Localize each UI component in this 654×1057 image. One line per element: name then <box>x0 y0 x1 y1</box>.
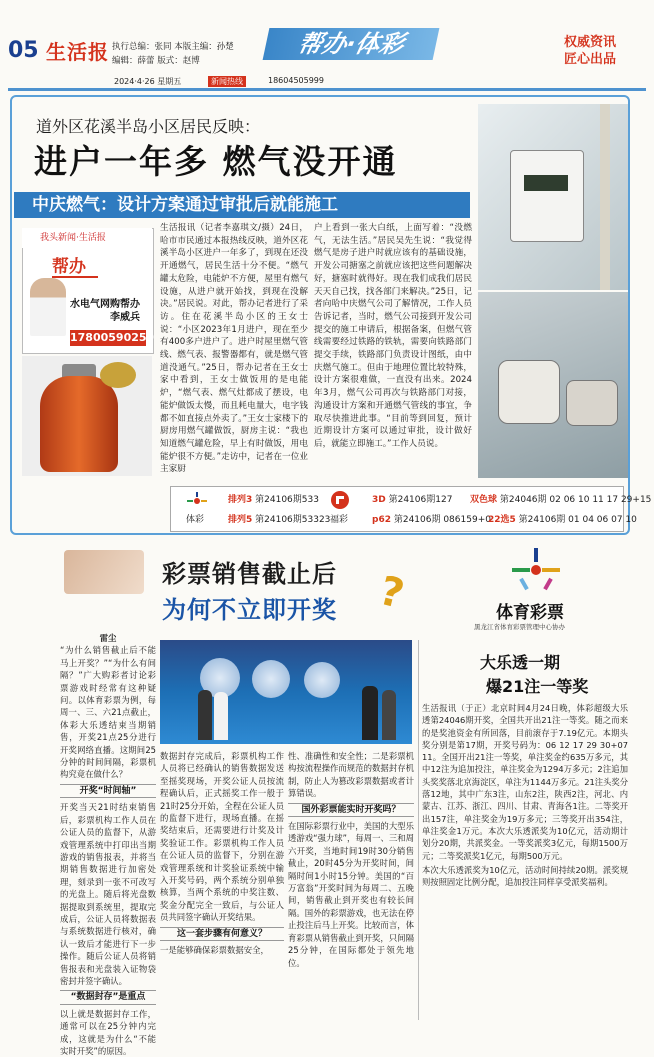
draw-machine-3 <box>304 662 340 698</box>
col1-text3: 以上就是数据封存工作，通常可以在25分钟内完成，这就是为什么“不能实时开奖”的原因。 <box>60 1008 156 1056</box>
lottery-right-brand: 福彩 <box>330 515 349 525</box>
lottery-p3-text: 第24106期533 <box>255 495 319 505</box>
col1-text: “为什么销售截止后不能马上开奖？”“为什么有间隔？”广大购彩者讨论彩票游戏时经常有这种疑问。以体育彩票为例，每周一、三、六21点截止，体彩大乐透结束当期销售，开奖21点25分进行开奖网络直播。这期间25分钟的时间间隔，彩票机构究竟在做什么？ <box>60 645 156 780</box>
lead-column-right: 户上看到一张大白纸，上面写着：“没燃气，无法生活。”居民吴先生说：“我觉得燃气是房子进户时就应该有的基础设施，开发公司搪塞之前就应该把这些问题解决好，搪塞时就得好。现在我们成我们居民天天自己找，找各部门来解决。”25日，记者向哈中庆燃气公司了解情况，工作人员告诉记者，当时，燃气公司接到开发公司提交的施工申请后，根据备案，但燃气管线需要经过铁路的铁轨，需要向铁路部门提交手续，铁路部门负责设计图纸，由中庆燃气施工。但由于地理位置比较特殊，设计方案很难做，一直没有出来。2024年3月，燃气公司再次与铁路部门对接，沟通设计方案和开通燃气管线的事宜，争取尽快推进此事。“目前等到回复，预计近期设计方案可以通过审批，设计做好后，就能立即施工。”工作人员说。 <box>314 223 472 449</box>
lottery-3d <box>372 492 452 505</box>
draw-machine-2 <box>252 660 290 698</box>
gas-pipe-shape <box>600 104 610 290</box>
lottery-3d-name: 3D <box>372 495 386 505</box>
col2-box-head: 这一套步骤有何意义？ <box>160 927 284 941</box>
col2-text: 数据封存完成后，彩票机构工作人员将已经确认的销售数据发送至摇奖现场，开奖公证人员按流程确认后，正式摇奖工作一般于21时25分开始，全程在公证人员的监督下进行，现场直播。在摇奖结束后，还需要进行计奖及计奖验证工作。彩票机构工作人员在公证人员的监督下，分别在游戏管理系统和计奖验证系统中输入开奖号码，两个系统分别单独核算，当两个系统的中奖注数、奖金分配完全一致后，与公证人员共同签字确认开奖结果。 <box>160 751 284 923</box>
right-headline-line1: 大乐透一期 <box>480 653 561 672</box>
credits <box>112 40 234 68</box>
col2-text2: 一是能够确保彩票数据安全， <box>160 945 269 956</box>
question-mark: ? <box>374 567 409 619</box>
lottery-column-2 <box>160 750 284 1020</box>
credits-line2: 编辑：薛蕾 版式：赵博 <box>112 56 200 66</box>
credits-line1: 执行总编：张同 本版主编：孙楚 <box>112 42 234 52</box>
rice-cooker-shape <box>566 380 618 426</box>
sports-lottery-name: 体育彩票 <box>496 603 564 623</box>
notary-figure-1 <box>362 686 378 740</box>
lottery-kl8-name: 22选5 <box>488 515 516 525</box>
helper-box-title: 帮办 <box>52 257 86 277</box>
col3-box-head: 国外彩票能实时开奖吗？ <box>288 803 414 817</box>
col1-box-head: 开奖“时间轴” <box>60 784 156 798</box>
lottery-column-3 <box>288 750 414 1020</box>
lottery-3d-text: 第24106期127 <box>388 495 453 505</box>
presenter-figure-1 <box>198 690 212 740</box>
lottery-p62-text: 第24106期 086159+0 <box>393 515 491 525</box>
lottery-headline-line2: 为何不立即开奖 <box>162 595 337 624</box>
lottery-p5-name: 排列5 <box>228 515 253 525</box>
col1-byline: 雷尘 <box>99 633 117 643</box>
lottery-p62-name: p62 <box>372 515 391 525</box>
hands-photo <box>64 550 144 594</box>
newspaper-brand: 生活报 <box>46 40 109 64</box>
col1-text2: 开奖当天21时结束销售后，彩票机构工作人员在公证人员的监督下，从游戏管理系统中打印出当期游戏的销售报表，并将当期销售数据进行加密处理，刻录到一张不可改写的光盘上。随后将光盘数据提取到系统里，提取完成后，公证人员将数据表与系统数据进行核对，确认一致后才能进行下一步操作。随后公证人员将销售报表和光盘装入证物袋密封并签字确认。 <box>60 802 156 986</box>
gas-regulator <box>100 362 136 388</box>
right-headline-line2: 爆21注一等奖 <box>486 677 589 696</box>
section-title: 帮办·体彩 <box>263 28 440 60</box>
gas-meter-shape <box>510 150 584 242</box>
lottery-p5 <box>228 512 330 525</box>
right-article-text: 生活报讯（于正）北京时间4月24日晚，体彩超级大乐透第24046期开奖，全国共开出21注一等奖。随之而来的是奖池资金有所回落，目前滚存于7.19亿元。本期头奖分别是第17期，开奖号码为：06 12 17 29 30+07 11。全国开出21注一等奖，单注奖金约635万多元，其中12注为追加投注，单注奖金为1294万多元；2注追加头奖奖落北京海淀区，单注为1144万多元。21注头奖分落12地，其中广东3注，山东2注，陕西2注，河北、内蒙古、江苏、浙江、四川、甘肃、青海各1注。二等奖开出157注，单注奖金为19万多元；三等奖开出354注，单注奖金1万元。本次大乐透派奖为10亿元，活动期计划分20期，共派奖金。一等奖派奖3亿元，每期1500万元；二等奖派奖1亿元，每期500万元。 <box>422 703 628 861</box>
right-article-end: 本次大乐透派奖为10亿元，活动时间持续20期。派奖规则按照固定比例分配，追加投注同样享受派奖福利。 <box>422 864 628 888</box>
lead-kicker: 道外区花溪半岛小区居民反映： <box>36 117 261 136</box>
sports-lottery-sub: 黑龙江省体育彩票管理中心协办 <box>474 623 565 631</box>
hotline-label: 新闻热线 <box>208 76 246 87</box>
lottery-p62 <box>372 512 491 525</box>
gas-tank-body <box>40 376 118 472</box>
lottery-p5-text: 第24106期53323 <box>255 515 331 525</box>
lottery-p3-name: 排列3 <box>228 495 253 505</box>
slogan-line2: 匠心出品 <box>564 52 617 67</box>
lottery-kl8 <box>488 512 637 525</box>
lottery-ssq <box>470 492 651 505</box>
presenter-figure-2 <box>214 692 228 740</box>
lottery-p3 <box>228 492 319 505</box>
dateline: 2024·4·26 星期五 <box>114 77 182 86</box>
helper-person-role: 水电气网购帮办 <box>70 299 140 310</box>
col3-text: 性、准确性和安全性；二是彩票机构按流程操作而规范的数据封存机制，防止人为篡改彩票数据或者计算错误。 <box>288 751 414 799</box>
helper-person-photo <box>30 278 66 336</box>
slogan-line1: 权威资讯 <box>564 35 617 50</box>
lottery-ssq-text: 第24046期 02 06 10 11 17 29+15 <box>499 495 652 505</box>
helper-person-label <box>70 298 140 324</box>
slogan <box>564 34 616 68</box>
lead-headline: 进户一年多 燃气没开通 <box>34 142 398 181</box>
hotline-number: 18604505999 <box>268 76 324 85</box>
col1-box-head2: “数据封存”是重点 <box>60 990 156 1004</box>
helper-box-top-label: 我头新闻·生活报 <box>22 228 152 248</box>
column-divider <box>418 640 419 1020</box>
right-article <box>422 702 628 1020</box>
header-rule <box>8 88 646 91</box>
sports-lottery-icon <box>186 492 208 510</box>
sports-lottery-logo-icon <box>510 548 562 592</box>
welfare-lottery-icon <box>330 490 350 510</box>
lottery-headline-line1: 彩票销售截止后 <box>162 559 337 588</box>
lottery-ssq-name: 双色球 <box>470 495 498 505</box>
page-number: 05 <box>8 38 39 63</box>
lottery-column-1 <box>60 632 156 1056</box>
lead-subheadline: 中庆燃气：设计方案通过审批后就能施工 <box>14 192 470 218</box>
helper-phone: 17800590259 <box>70 331 155 344</box>
helper-person-name: 李威兵 <box>110 312 140 323</box>
lottery-left-brand: 体彩 <box>186 515 205 525</box>
gas-meter-screen <box>524 175 568 191</box>
notary-figure-2 <box>382 690 396 740</box>
lottery-kl8-text: 第24106期 01 04 06 07 10 <box>518 515 637 525</box>
col3-text2: 在国际彩票行业中，美国的大型乐透游戏“强力球”，每周一、三和周六开奖，当地时间19时30分销售截止，20时45分为开奖时间，间隔时间1小时15分钟。美国的“百万富翁”开奖时间为每周二、五晚间，销售截止到开奖也有较长间隔。国外的彩票游戏，也无法在停止投注后马上开奖。比较而言，体育彩票从销售截止到开奖，只间隔25分钟，在国际都处于领先地位。 <box>288 821 414 968</box>
lead-column-left: 生活报讯（记者李嘉琪文/摄）24日，哈市市民通过本报热线反映，道外区花溪半岛小区进户一年多了，到现在还没开通燃气，居民生活十分不便。“燃气罐太危险，电能炉不方便，屋里有燃气设施，从进户就开始找，到现在没解决。”居民说。对此，帮办记者进行了采访。住在花溪半岛小区的王女士说：“小区2023年1月进户，现在至少有400多户进户了。进户时屋里燃气管线、燃气表、报警器都有，就是燃气管道没通气。”25日，帮办记者在王女士家中看到，王女士做饭用的是电能炉，“燃气表、燃气灶都成了摆设，电能炉做饭太慢，而且耗电量大，电字钱都不如直接点外卖了。”王女士家楼下的厨房用燃气罐做饭，厨房主说：“我也知道燃气罐危险，早上有时做饭，用电能炉很不方便。”走访中，记者在一位业主家厨 <box>160 223 308 475</box>
electric-cooker-shape <box>498 360 560 424</box>
